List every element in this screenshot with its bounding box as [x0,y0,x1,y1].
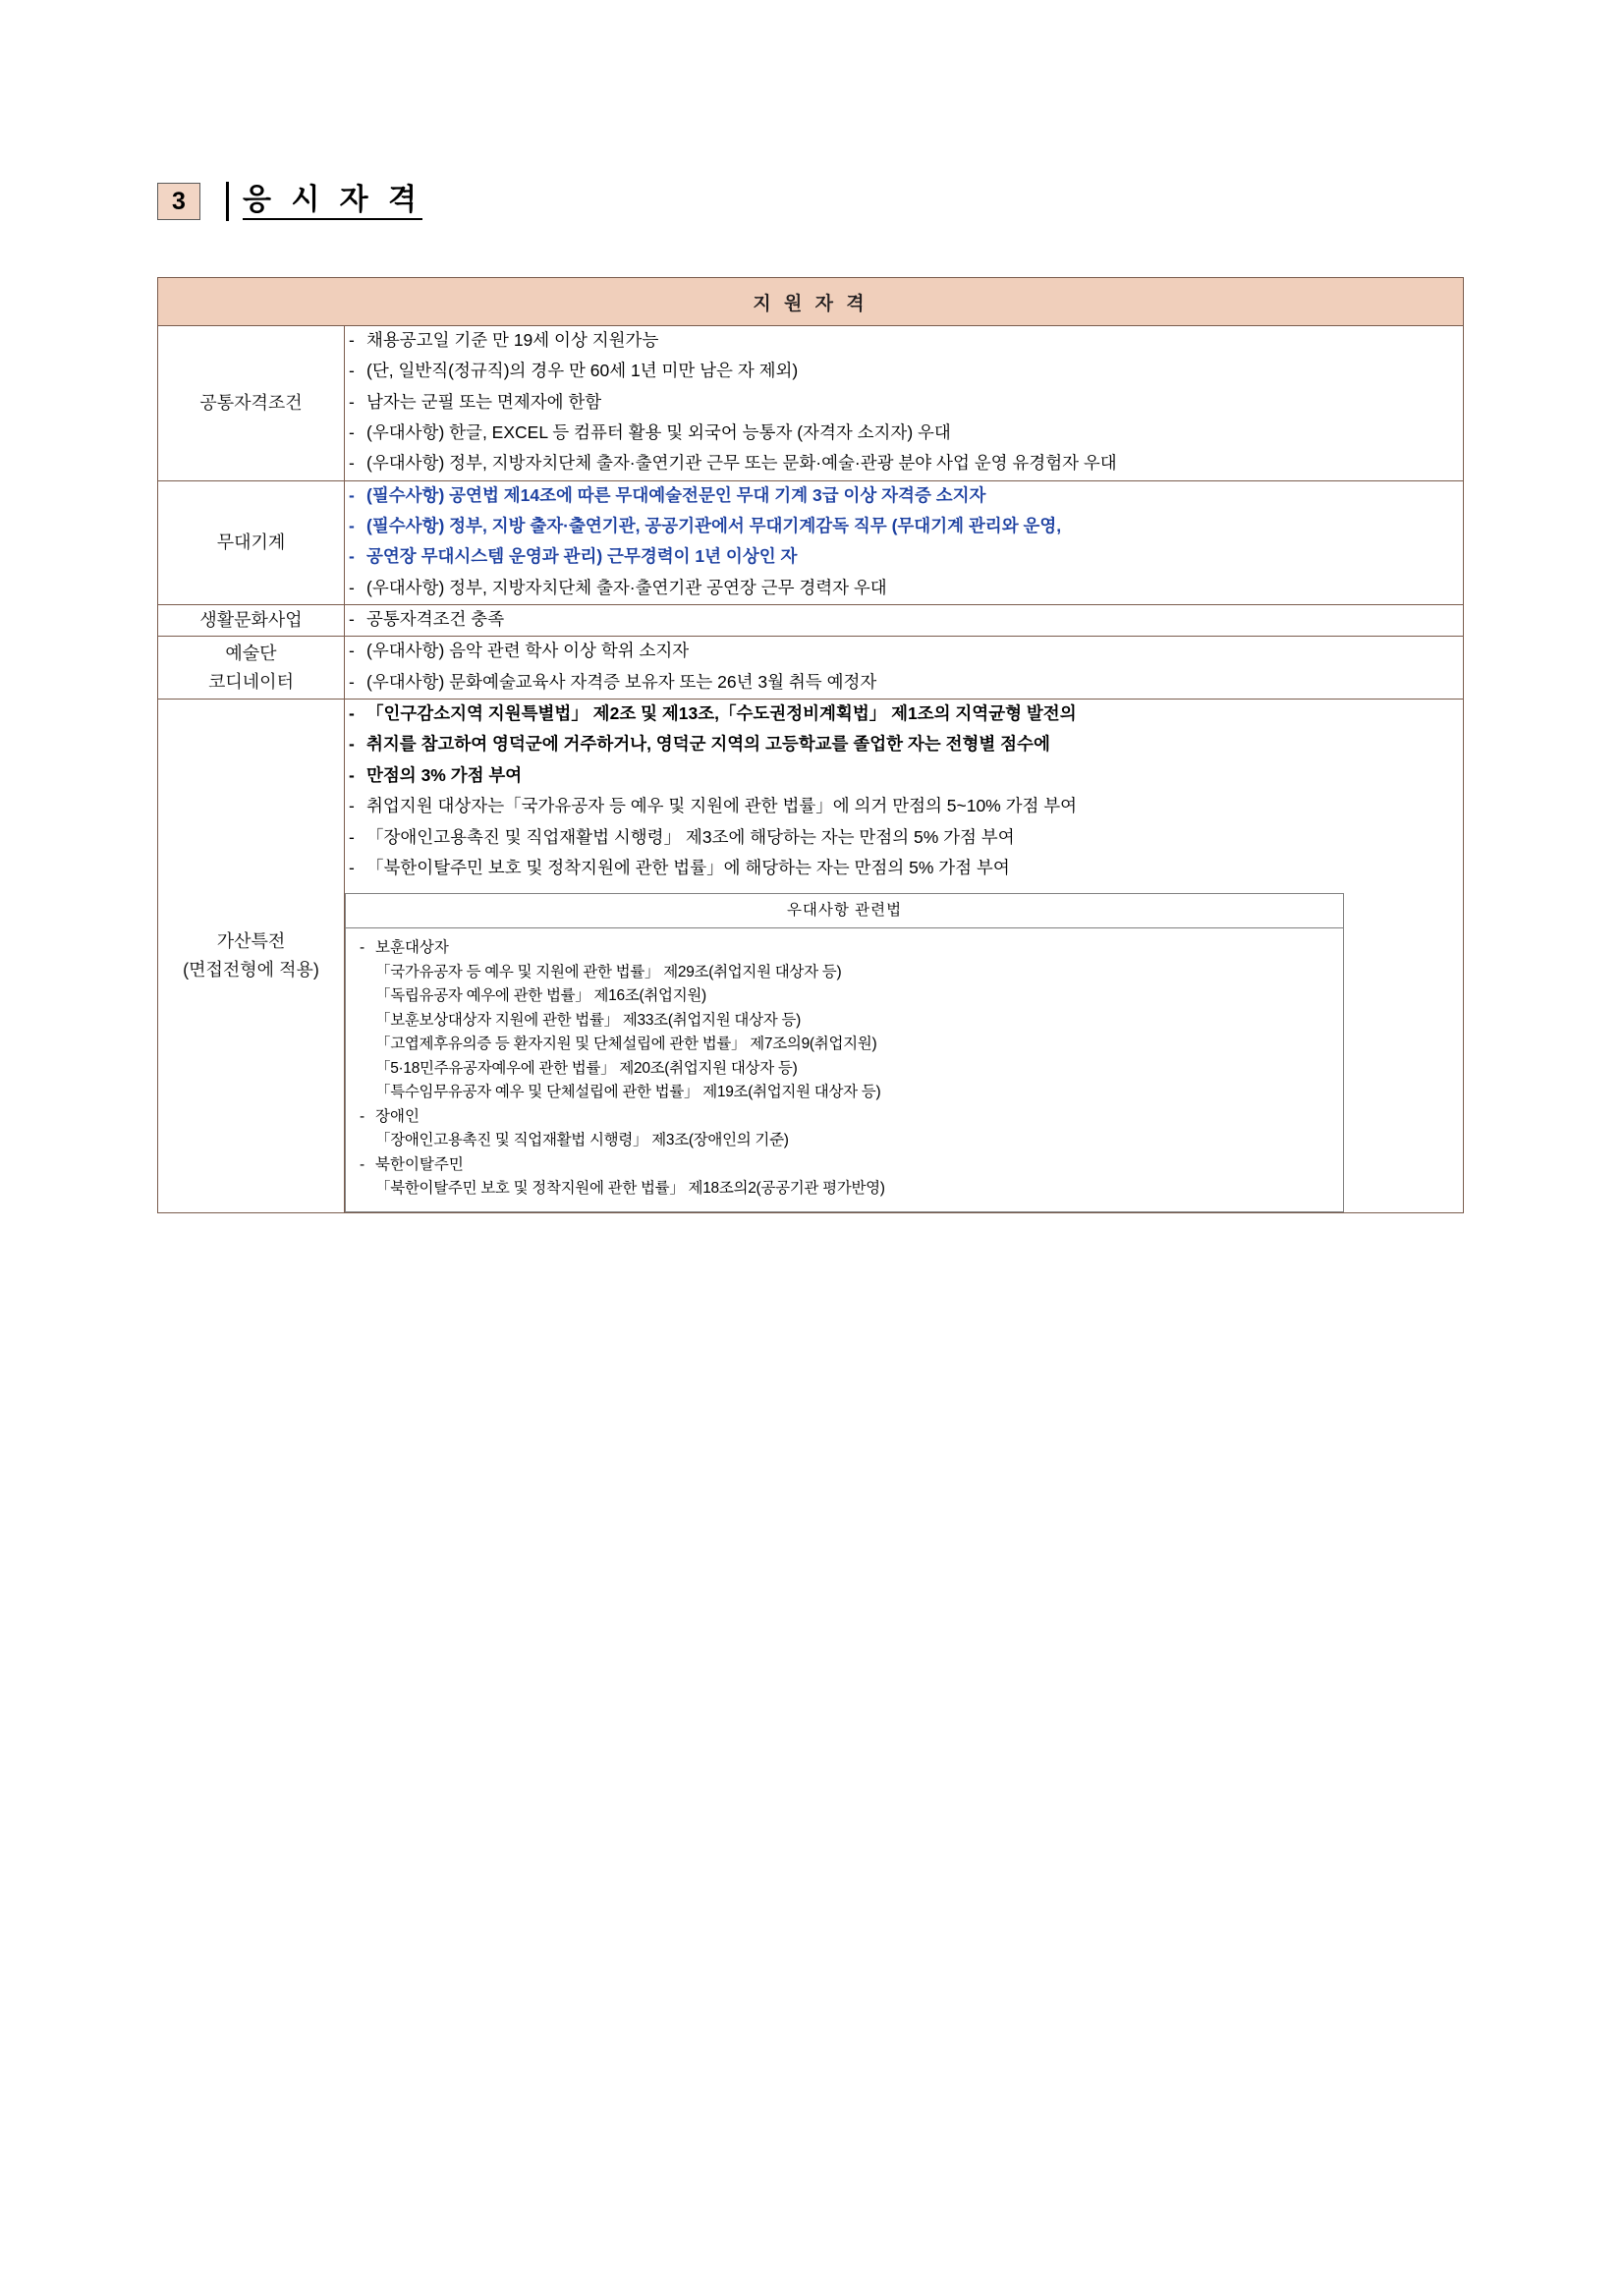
list-item: - 취업지원 대상자는「국가유공자 등 예우 및 지원에 관한 법률」에 의거 만점의 5~10% 가점 부여 [345,792,1463,819]
law-item: 「국가유공자 등 예우 및 지원에 관한 법률」 제29조(취업지원 대상자 등) [375,963,842,980]
qualification-table [157,277,1464,1213]
related-laws-table [345,893,1344,1211]
law-item: 「장애인고용촉진 및 직업재활법 시행령」 제3조(장애인의 기준) [375,1132,789,1149]
law-group-title: - 보훈대상자 [358,936,1333,960]
list-item: - 공통자격조건 충족 [345,605,1463,633]
table-row [158,480,1464,604]
page-title: 응 시 자 격 [243,184,422,220]
row-label-culture-project: 생활문화사업 [158,605,345,637]
section-number: 3 [157,183,200,220]
row-body-common [345,326,1464,481]
row-label-line-1: 가산특전 [216,931,286,952]
list-item: - (우대사항) 정부, 지방자치단체 출자·출연기관 공연장 근무 경력자 우대 [345,574,1463,601]
law-item: 「독립유공자 예우에 관한 법률」 제16조(취업지원) [375,987,706,1005]
law-item: 「북한이탈주민 보호 및 정착지원에 관한 법률」 제18조의2(공공기관 평가반영) [375,1180,885,1198]
section-divider-bar [226,182,229,221]
table-header-title: 지 원 자 격 [158,278,1464,326]
qualification-table-wrapper [157,277,1464,1213]
row-label-stage-machinery: 무대기계 [158,480,345,604]
list-item: - 채용공고일 기준 만 19세 이상 지원가능 [345,326,1463,354]
row-body-stage-machinery [345,480,1464,604]
row-body-bonus-points [345,700,1464,1213]
law-group-title: - 장애인 [358,1105,1333,1129]
list-item: - 취지를 참고하여 영덕군에 거주하거나, 영덕군 지역의 고등학교를 졸업한 자는 전형별 점수에 [345,730,1463,757]
list-item: - 공연장 무대시스템 운영과 관리) 근무경력이 1년 이상인 자 [345,542,1463,570]
list-item: - 「인구감소지역 지원특별법」 제2조 및 제13조,「수도권정비계획법」 제1조의 지역균형 발전의 [345,700,1463,727]
row-body-coordinator [345,637,1464,700]
row-label-bonus-points [158,700,345,1213]
row-body-culture-project [345,605,1464,637]
table-row [158,700,1464,1213]
law-group-title: - 북한이탈주민 [358,1153,1333,1177]
list-item: - 「장애인고용촉진 및 직업재활법 시행령」 제3조에 해당하는 자는 만점의 5% 가점 부여 [345,823,1463,851]
row-label-line-2: (면접전형에 적용) [183,959,319,980]
law-item: 「보훈보상대상자 지원에 관한 법률」 제33조(취업지원 대상자 등) [375,1011,801,1029]
list-item: - 만점의 3% 가점 부여 [345,761,1463,789]
list-item: - (필수사항) 공연법 제14조에 따른 무대예술전문인 무대 기계 3급 이상 자격증 소지자 [345,481,1463,509]
list-item: - (단, 일반직(정규직)의 경우 만 60세 1년 미만 남은 자 제외) [345,357,1463,384]
related-laws-body [346,928,1343,1210]
table-header-row [158,278,1464,326]
list-item: - (우대사항) 문화예술교육사 자격증 보유자 또는 26년 3월 취득 예정자 [345,668,1463,696]
section-heading [157,179,422,224]
table-row [158,637,1464,700]
list-item: - (우대사항) 한글, EXCEL 등 컴퓨터 활용 및 외국어 능통자 (자격자 소지자) 우대 [345,419,1463,446]
law-item: 「5·18민주유공자예우에 관한 법률」 제20조(취업지원 대상자 등) [375,1059,798,1077]
list-item: - 남자는 군필 또는 면제자에 한함 [345,388,1463,416]
law-item: 「특수임무유공자 예우 및 단체설립에 관한 법률」 제19조(취업지원 대상자 등) [375,1084,881,1101]
row-label-coordinator [158,637,345,700]
table-row [158,605,1464,637]
list-item: - (우대사항) 정부, 지방자치단체 출자·출연기관 근무 또는 문화·예술·관광 분야 사업 운영 유경험자 우대 [345,449,1463,476]
list-item: - (우대사항) 음악 관련 학사 이상 학위 소지자 [345,637,1463,664]
law-item: 「고엽제후유의증 등 환자지원 및 단체설립에 관한 법률」 제7조의9(취업지원) [375,1036,877,1053]
related-laws-title: 우대사항 관련법 [346,894,1343,928]
table-row [158,326,1464,481]
row-label-line-2: 코디네이터 [208,671,294,692]
list-item: - 「북한이탈주민 보호 및 정착지원에 관한 법률」에 해당하는 자는 만점의 5% 가점 부여 [345,854,1463,881]
list-item: - (필수사항) 정부, 지방 출자·출연기관, 공공기관에서 무대기계감독 직무 (무대기계 관리와 운영, [345,512,1463,539]
row-label-common: 공통자격조건 [158,326,345,481]
row-label-line-1: 예술단 [225,643,277,663]
